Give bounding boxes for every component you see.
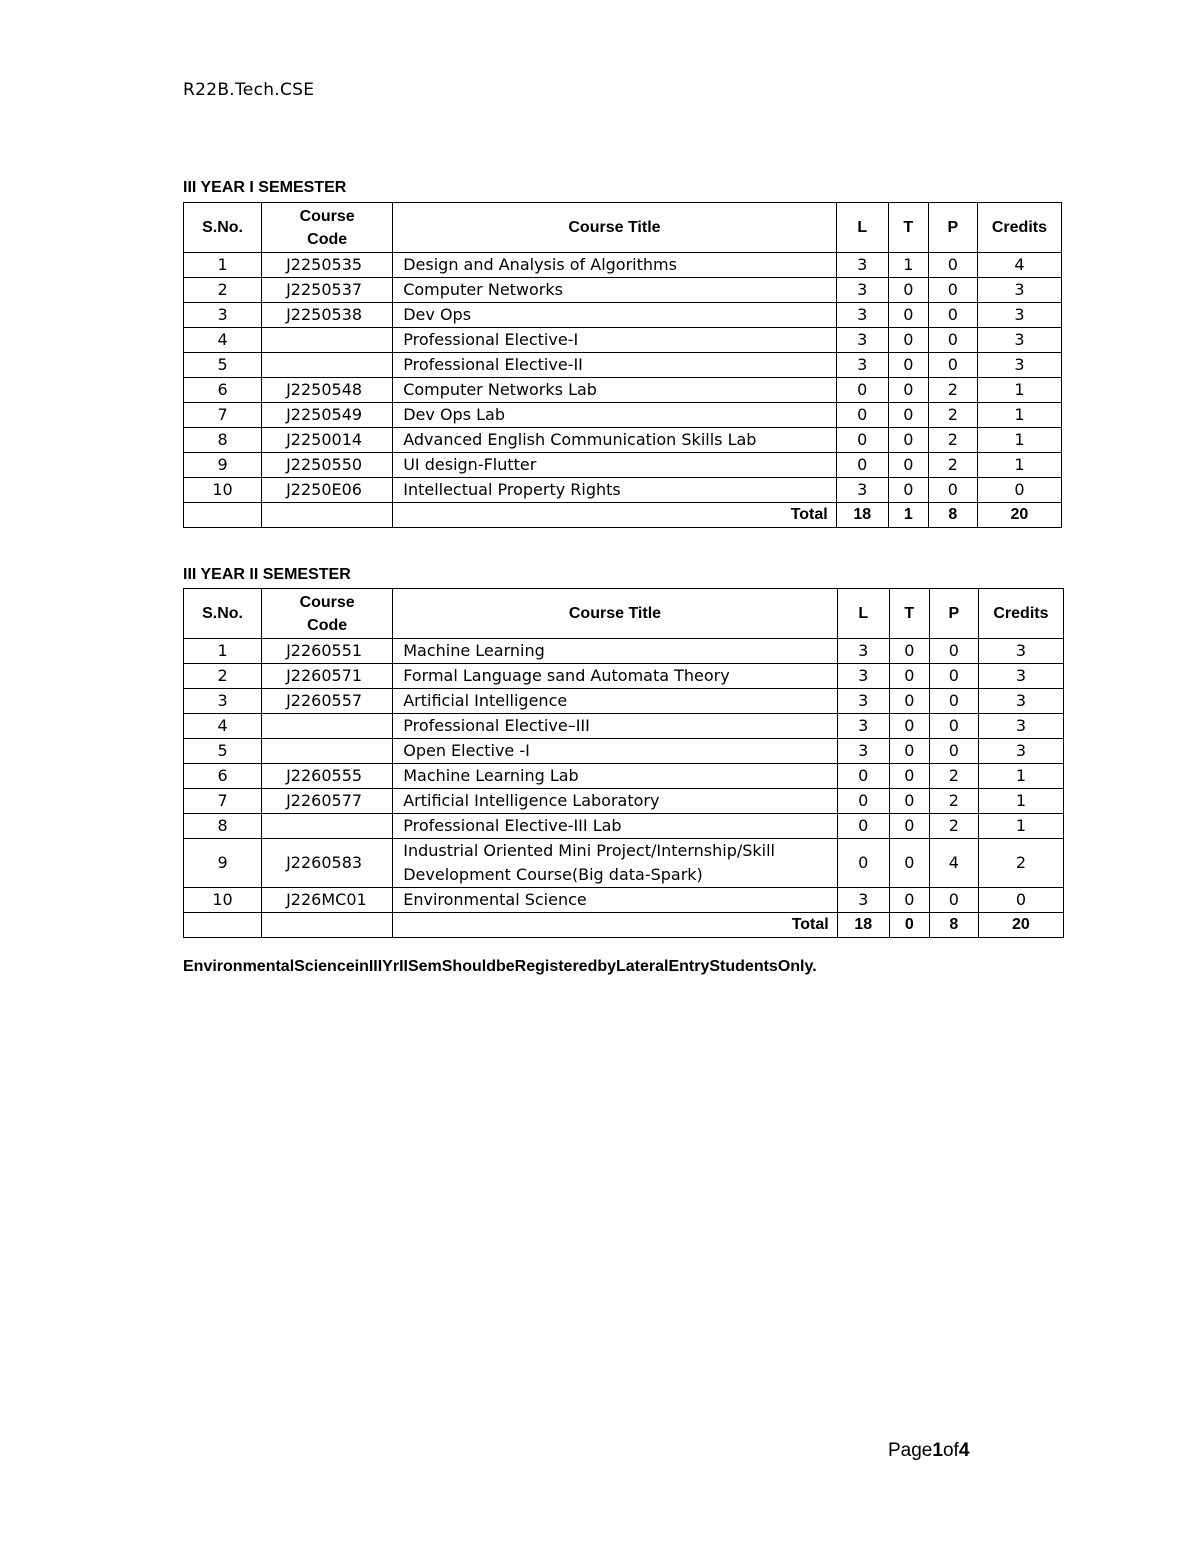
table-row [184, 714, 1064, 739]
credits-cell: 2 [978, 839, 1063, 888]
table-row [184, 478, 1062, 503]
t-cell: 0 [888, 328, 928, 353]
course-code-cell [262, 814, 393, 839]
table-row [184, 428, 1062, 453]
course-code-cell: J2260571 [262, 664, 393, 689]
l-cell: 0 [836, 428, 888, 453]
sno-cell: 2 [184, 664, 262, 689]
sno-cell: 9 [184, 453, 262, 478]
credits-cell: 3 [977, 303, 1061, 328]
sno-cell: 8 [184, 814, 262, 839]
course-title-cell: Environmental Science [393, 888, 838, 913]
col-header-p: P [928, 203, 977, 253]
p-cell: 0 [929, 888, 978, 913]
l-cell: 3 [836, 328, 888, 353]
table-row [184, 403, 1062, 428]
sno-cell: 8 [184, 428, 262, 453]
p-cell: 0 [929, 664, 978, 689]
course-code-cell [262, 739, 393, 764]
credits-cell: 3 [977, 328, 1061, 353]
course-title-cell: Computer Networks Lab [393, 378, 837, 403]
l-cell: 3 [837, 664, 889, 689]
total-p: 8 [929, 913, 978, 938]
t-cell: 0 [888, 428, 928, 453]
t-cell: 0 [888, 303, 928, 328]
col-header-p: P [929, 589, 978, 639]
p-cell: 0 [929, 714, 978, 739]
course-title-cell: Artificial Intelligence Laboratory [393, 789, 838, 814]
course-code-cell: J2250549 [262, 403, 393, 428]
l-cell: 0 [836, 403, 888, 428]
total-empty-cell [184, 503, 262, 528]
sem2-course-table [183, 588, 1064, 938]
p-cell: 2 [929, 764, 978, 789]
col-header-credits: Credits [978, 589, 1063, 639]
l-cell: 0 [837, 839, 889, 888]
course-title-cell: Professional Elective–III [393, 714, 838, 739]
sno-cell: 1 [184, 639, 262, 664]
l-cell: 3 [836, 253, 888, 278]
course-code-cell: J2260555 [262, 764, 393, 789]
l-cell: 3 [837, 639, 889, 664]
sem1-title: III YEAR I SEMESTER [183, 179, 347, 196]
t-cell: 0 [888, 353, 928, 378]
p-cell: 2 [928, 378, 977, 403]
t-cell: 0 [888, 403, 928, 428]
total-label: Total [393, 503, 837, 528]
sno-cell: 2 [184, 278, 262, 303]
col-header-t: T [889, 589, 929, 639]
col-header-course-code: Course Code [262, 589, 393, 639]
course-code-cell: J2260557 [262, 689, 393, 714]
sno-cell: 10 [184, 888, 262, 913]
total-p: 8 [928, 503, 977, 528]
p-cell: 2 [929, 789, 978, 814]
l-cell: 3 [837, 739, 889, 764]
sno-cell: 7 [184, 789, 262, 814]
course-title-cell: Design and Analysis of Algorithms [393, 253, 837, 278]
t-cell: 0 [889, 814, 929, 839]
p-cell: 4 [929, 839, 978, 888]
course-code-cell [262, 328, 393, 353]
course-code-cell: J2260583 [262, 839, 393, 888]
table-row [184, 303, 1062, 328]
course-title-cell: Dev Ops [393, 303, 837, 328]
sem1-course-table [183, 202, 1062, 528]
l-cell: 3 [836, 278, 888, 303]
t-cell: 0 [889, 789, 929, 814]
lateral-entry-note: EnvironmentalScienceinIIIYrIISemShouldbeRegisteredbyLateralEntryStudentsOnly. [183, 958, 817, 975]
total-row [184, 913, 1064, 938]
course-code-cell: J2250538 [262, 303, 393, 328]
total-empty-cell [184, 913, 262, 938]
sno-cell: 1 [184, 253, 262, 278]
table-row [184, 664, 1064, 689]
course-code-cell: J2250014 [262, 428, 393, 453]
course-code-cell: J2250535 [262, 253, 393, 278]
sno-cell: 5 [184, 739, 262, 764]
col-header-t: T [888, 203, 928, 253]
table-row [184, 739, 1064, 764]
sno-cell: 6 [184, 764, 262, 789]
col-header-sno: S.No. [184, 589, 262, 639]
credits-cell: 0 [978, 888, 1063, 913]
course-code-cell: J2250E06 [262, 478, 393, 503]
table-row [184, 328, 1062, 353]
total-row [184, 503, 1062, 528]
l-cell: 0 [836, 453, 888, 478]
l-cell: 0 [836, 378, 888, 403]
p-cell: 0 [928, 303, 977, 328]
credits-cell: 1 [977, 428, 1061, 453]
course-title-cell: Professional Elective-I [393, 328, 837, 353]
col-header-l: L [837, 589, 889, 639]
l-cell: 3 [836, 303, 888, 328]
p-cell: 2 [929, 814, 978, 839]
credits-cell: 4 [977, 253, 1061, 278]
p-cell: 0 [929, 739, 978, 764]
course-title-cell: Artificial Intelligence [393, 689, 838, 714]
sno-cell: 7 [184, 403, 262, 428]
sno-cell: 6 [184, 378, 262, 403]
total-empty-cell [262, 913, 393, 938]
credits-cell: 3 [978, 639, 1063, 664]
t-cell: 0 [889, 639, 929, 664]
t-cell: 0 [888, 278, 928, 303]
t-cell: 0 [889, 689, 929, 714]
table-row [184, 789, 1064, 814]
sno-cell: 3 [184, 303, 262, 328]
l-cell: 3 [837, 689, 889, 714]
credits-cell: 3 [977, 353, 1061, 378]
credits-cell: 1 [977, 453, 1061, 478]
col-header-course-title: Course Title [393, 203, 837, 253]
sno-cell: 4 [184, 714, 262, 739]
t-cell: 0 [888, 453, 928, 478]
col-header-course-title: Course Title [393, 589, 838, 639]
l-cell: 3 [837, 714, 889, 739]
total-t: 1 [888, 503, 928, 528]
table-row [184, 764, 1064, 789]
course-title-cell: Advanced English Communication Skills Lab [393, 428, 837, 453]
table-row [184, 888, 1064, 913]
sno-cell: 5 [184, 353, 262, 378]
table-row [184, 278, 1062, 303]
credits-cell: 1 [978, 764, 1063, 789]
credits-cell: 1 [977, 403, 1061, 428]
course-title-cell: Open Elective -I [393, 739, 838, 764]
p-cell: 2 [928, 428, 977, 453]
table-row [184, 639, 1064, 664]
course-code-cell: J2250548 [262, 378, 393, 403]
sno-cell: 4 [184, 328, 262, 353]
l-cell: 0 [837, 814, 889, 839]
t-cell: 0 [889, 888, 929, 913]
total-empty-cell [262, 503, 393, 528]
course-title-cell: UI design-Flutter [393, 453, 837, 478]
credits-cell: 1 [977, 378, 1061, 403]
course-code-cell [262, 353, 393, 378]
course-title-cell: Professional Elective-II [393, 353, 837, 378]
course-code-cell [262, 714, 393, 739]
credits-cell: 3 [978, 689, 1063, 714]
total-t: 0 [889, 913, 929, 938]
p-cell: 0 [928, 478, 977, 503]
total-credits: 20 [978, 913, 1063, 938]
sno-cell: 9 [184, 839, 262, 888]
total-credits: 20 [977, 503, 1061, 528]
p-cell: 0 [929, 639, 978, 664]
course-code-cell: J2250537 [262, 278, 393, 303]
credits-cell: 0 [977, 478, 1061, 503]
t-cell: 0 [888, 378, 928, 403]
credits-cell: 3 [978, 739, 1063, 764]
course-title-cell: Machine Learning Lab [393, 764, 838, 789]
course-code-cell: J2260551 [262, 639, 393, 664]
l-cell: 3 [836, 353, 888, 378]
sno-cell: 10 [184, 478, 262, 503]
credits-cell: 3 [977, 278, 1061, 303]
table-row [184, 378, 1062, 403]
col-header-course-code: Course Code [262, 203, 393, 253]
l-cell: 0 [837, 764, 889, 789]
t-cell: 0 [889, 839, 929, 888]
col-header-l: L [836, 203, 888, 253]
table-row [184, 689, 1064, 714]
p-cell: 0 [928, 328, 977, 353]
l-cell: 0 [837, 789, 889, 814]
t-cell: 0 [888, 478, 928, 503]
p-cell: 2 [928, 453, 977, 478]
p-cell: 2 [928, 403, 977, 428]
total-label: Total [393, 913, 838, 938]
course-title-cell: Intellectual Property Rights [393, 478, 837, 503]
page-number: Page1of4 [888, 1440, 970, 1461]
l-cell: 3 [836, 478, 888, 503]
course-title-cell: Machine Learning [393, 639, 838, 664]
course-title-cell: Dev Ops Lab [393, 403, 837, 428]
table-row [184, 839, 1064, 888]
t-cell: 0 [889, 714, 929, 739]
sno-cell: 3 [184, 689, 262, 714]
t-cell: 0 [889, 764, 929, 789]
sem2-title: III YEAR II SEMESTER [183, 566, 351, 583]
credits-cell: 1 [978, 789, 1063, 814]
credits-cell: 1 [978, 814, 1063, 839]
course-code-cell: J226MC01 [262, 888, 393, 913]
total-l: 18 [836, 503, 888, 528]
course-title-cell: Computer Networks [393, 278, 837, 303]
table-row [184, 253, 1062, 278]
course-code-cell: J2260577 [262, 789, 393, 814]
t-cell: 0 [889, 664, 929, 689]
t-cell: 0 [889, 739, 929, 764]
course-title-cell: Professional Elective-III Lab [393, 814, 838, 839]
col-header-credits: Credits [977, 203, 1061, 253]
course-title-cell: Industrial Oriented Mini Project/Internship/Skill Development Course(Big data-Spark) [393, 839, 838, 888]
t-cell: 1 [888, 253, 928, 278]
l-cell: 3 [837, 888, 889, 913]
table-row [184, 353, 1062, 378]
table-row [184, 814, 1064, 839]
col-header-sno: S.No. [184, 203, 262, 253]
credits-cell: 3 [978, 714, 1063, 739]
document-header: R22B.Tech.CSE [183, 80, 315, 100]
credits-cell: 3 [978, 664, 1063, 689]
p-cell: 0 [928, 353, 977, 378]
p-cell: 0 [928, 278, 977, 303]
total-l: 18 [837, 913, 889, 938]
p-cell: 0 [929, 689, 978, 714]
table-row [184, 453, 1062, 478]
course-code-cell: J2250550 [262, 453, 393, 478]
course-title-cell: Formal Language sand Automata Theory [393, 664, 838, 689]
p-cell: 0 [928, 253, 977, 278]
